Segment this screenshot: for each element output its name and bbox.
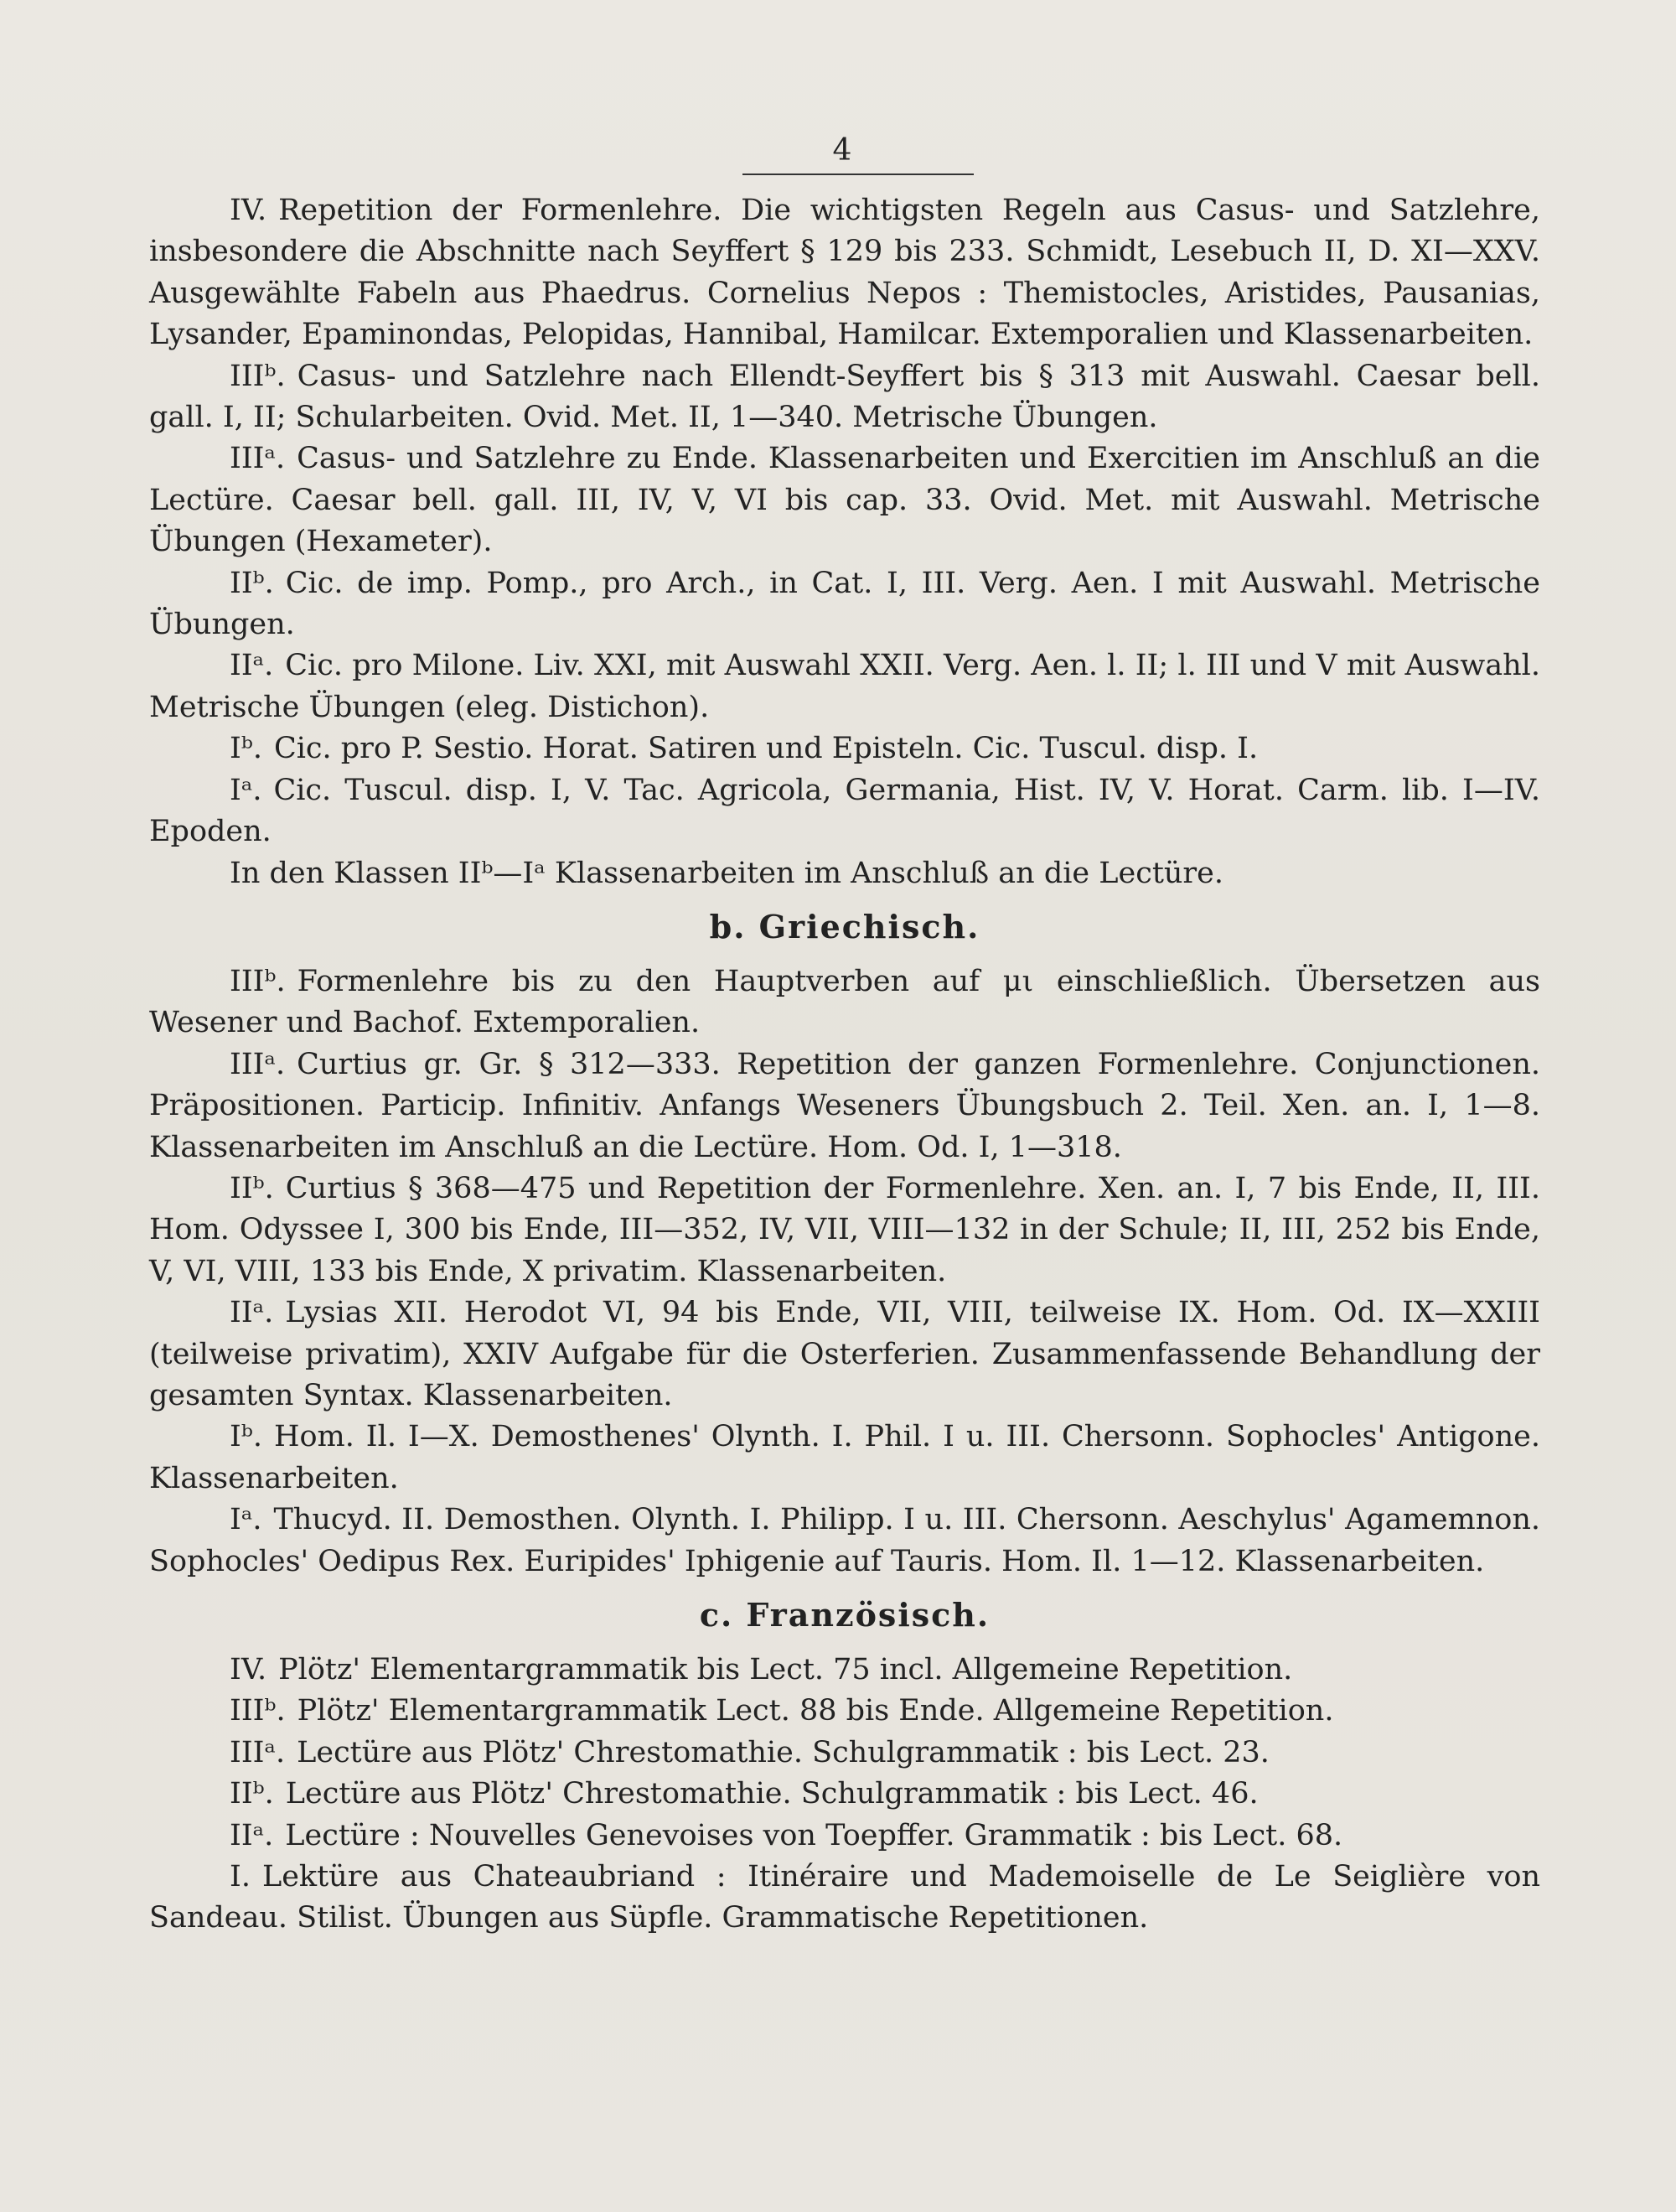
greek-entry-iiib bbox=[149, 961, 1540, 1044]
entry-text: Lysias XII. Herodot VI, 94 bis Ende, VII, VIII, teilweise IX. Hom. Od. IX—XXIII (teilweise privatim), XXIV Aufgabe für die Osterferien. Zusammenfassende Behandlung der gesamten Syntax. Klassenarbeiten. bbox=[149, 1296, 1540, 1412]
entry-label: IIᵇ. bbox=[230, 566, 274, 600]
entry-text: Curtius § 368—475 und Repetition der Formenlehre. Xen. an. I, 7 bis Ende, II, III. Hom. Odyssee I, 300 bis Ende, III—352, IV, VII, VIII—132 in der Schule; II, III, 252 bis Ende, V, VI, VIII, 133 bis Ende, X privatim. Klassenarbeiten. bbox=[149, 1171, 1540, 1288]
latin-entry-ia bbox=[149, 770, 1540, 853]
entry-label: I. bbox=[230, 1860, 251, 1894]
entry-text: Cic. pro Milone. Liv. XXI, mit Auswahl XXII. Verg. Aen. l. II; l. III und V mit Auswahl. Metrische Übungen (eleg. Distichon). bbox=[149, 649, 1540, 724]
latin-entry-iia bbox=[149, 645, 1540, 728]
entry-text: Cic. de imp. Pomp., pro Arch., in Cat. I, III. Verg. Aen. I mit Auswahl. Metrische Übungen. bbox=[149, 566, 1540, 642]
entry-label: Iᵃ. bbox=[230, 773, 262, 807]
entry-label: IIIᵇ. bbox=[230, 359, 286, 393]
entry-label: IIᵃ. bbox=[230, 649, 274, 683]
entry-label: Iᵃ. bbox=[230, 1503, 262, 1537]
page-text bbox=[149, 130, 1540, 1940]
greek-entry-iiia bbox=[149, 1044, 1540, 1168]
entry-label: IIIᵃ. bbox=[230, 1047, 286, 1081]
entry-label: IIIᵇ. bbox=[230, 964, 286, 998]
entry-text: Lektüre aus Chateaubriand : Itinéraire und Mademoiselle de Le Seiglière von Sandeau. Stilist. Übungen aus Süpfle. Grammatische Repetitionen. bbox=[149, 1860, 1540, 1935]
latin-entry-iiib bbox=[149, 356, 1540, 439]
greek-heading: b. Griechisch. bbox=[709, 907, 980, 945]
greek-entry-iib bbox=[149, 1168, 1540, 1292]
entry-text: Cic. pro P. Sestio. Horat. Satiren und Episteln. Cic. Tuscul. disp. I. bbox=[273, 732, 1259, 766]
entry-text: Hom. Il. I—X. Demosthenes' Olynth. I. Phil. I u. III. Chersonn. Sophocles' Antigone. Klassenarbeiten. bbox=[149, 1420, 1540, 1495]
entry-label: IIᵇ. bbox=[230, 1171, 274, 1205]
entry-label: IIᵃ. bbox=[230, 1296, 274, 1330]
french-heading: c. Französisch. bbox=[699, 1596, 991, 1634]
entry-text: Formenlehre bis zu den Hauptverben auf μι einschließlich. Übersetzen aus Wesener und Bachof. Extemporalien. bbox=[149, 964, 1540, 1040]
greek-entry-ia bbox=[149, 1500, 1540, 1583]
entry-text: Plötz' Elementargrammatik bis Lect. 75 incl. Allgemeine Repetition. bbox=[278, 1653, 1293, 1686]
entry-text: Curtius gr. Gr. § 312—333. Repetition der ganzen Formenlehre. Conjunctionen. Präpositionen. Particip. Infinitiv. Anfangs Weseners Übungsbuch 2. Teil. Xen. an. I, 1—8. Klassenarbeiten im Anschluß an die Lectüre. Hom. Od. I, 1—318. bbox=[149, 1047, 1540, 1164]
entry-label: IV. bbox=[230, 194, 267, 227]
entry-text: Casus- und Satzlehre zu Ende. Klassenarbeiten und Exercitien im Anschluß an die Lectüre. Caesar bell. gall. III, IV, V, VI bis cap. 33. Ovid. Met. mit Auswahl. Metrische Übungen (Hexameter). bbox=[149, 442, 1540, 559]
entry-label: IIᵃ. bbox=[230, 1818, 274, 1852]
entry-text: Lectüre : Nouvelles Genevoises von Toepffer. Grammatik : bis Lect. 68. bbox=[285, 1818, 1343, 1852]
entry-label: Iᵇ. bbox=[230, 1420, 262, 1454]
greek-entry-iia bbox=[149, 1292, 1540, 1417]
latin-note bbox=[149, 853, 1540, 894]
french-entry-i bbox=[149, 1857, 1540, 1940]
greek-entry-ib bbox=[149, 1417, 1540, 1500]
entry-text: In den Klassen IIᵇ—Iᵃ Klassenarbeiten im Anschluß an die Lectüre. bbox=[230, 856, 1224, 890]
page-number: 4 bbox=[832, 133, 852, 168]
entry-text: Cic. Tuscul. disp. I, V. Tac. Agricola, Germania, Hist. IV, V. Horat. Carm. lib. I—IV. Epoden. bbox=[149, 773, 1540, 849]
entry-label: Iᵇ. bbox=[230, 732, 262, 766]
entry-label: IIᵇ. bbox=[230, 1777, 274, 1811]
french-entry-iia bbox=[149, 1816, 1540, 1857]
latin-section bbox=[149, 190, 1540, 894]
french-entry-iiia bbox=[149, 1733, 1540, 1774]
latin-entry-iiia bbox=[149, 438, 1540, 562]
french-entry-iiib bbox=[149, 1691, 1540, 1732]
header-rule bbox=[742, 174, 974, 175]
entry-text: Lectüre aus Plötz' Chrestomathie. Schulgrammatik : bis Lect. 46. bbox=[285, 1777, 1259, 1811]
entry-text: Repetition der Formenlehre. Die wichtigsten Regeln aus Casus- und Satzlehre, insbesondere die Abschnitte nach Seyffert § 129 bis 233. Schmidt, Lesebuch II, D. XI—XXV. Ausgewählte Fabeln aus Phaedrus. Cornelius Nepos : Themistocles, Aristides, Pausanias, Lysander, Epaminondas, Pelopidas, Hannibal, Hamilcar. Extemporalien und Klassenarbeiten. bbox=[149, 194, 1540, 352]
greek-section bbox=[149, 961, 1540, 1583]
entry-label: IIIᵇ. bbox=[230, 1694, 286, 1728]
french-section bbox=[149, 1650, 1540, 1940]
french-entry-iib bbox=[149, 1774, 1540, 1815]
entry-text: Lectüre aus Plötz' Chrestomathie. Schulgrammatik : bis Lect. 23. bbox=[297, 1735, 1270, 1769]
latin-entry-iv bbox=[149, 190, 1540, 356]
entry-text: Plötz' Elementargrammatik Lect. 88 bis Ende. Allgemeine Repetition. bbox=[297, 1694, 1334, 1728]
entry-label: IV. bbox=[230, 1653, 267, 1686]
french-entry-iv bbox=[149, 1650, 1540, 1691]
entry-label: IIIᵃ. bbox=[230, 1735, 286, 1769]
latin-entry-iib bbox=[149, 563, 1540, 646]
latin-entry-ib bbox=[149, 728, 1540, 769]
entry-text: Casus- und Satzlehre nach Ellendt-Seyffert bis § 313 mit Auswahl. Caesar bell. gall. I, II; Schularbeiten. Ovid. Met. II, 1—340. Metrische Übungen. bbox=[149, 359, 1540, 435]
entry-label: IIIᵃ. bbox=[230, 442, 286, 476]
entry-text: Thucyd. II. Demosthen. Olynth. I. Philipp. I u. III. Chersonn. Aeschylus' Agamemnon. Sophocles' Oedipus Rex. Euripides' Iphigenie auf Tauris. Hom. Il. 1—12. Klassenarbeiten. bbox=[149, 1503, 1540, 1578]
